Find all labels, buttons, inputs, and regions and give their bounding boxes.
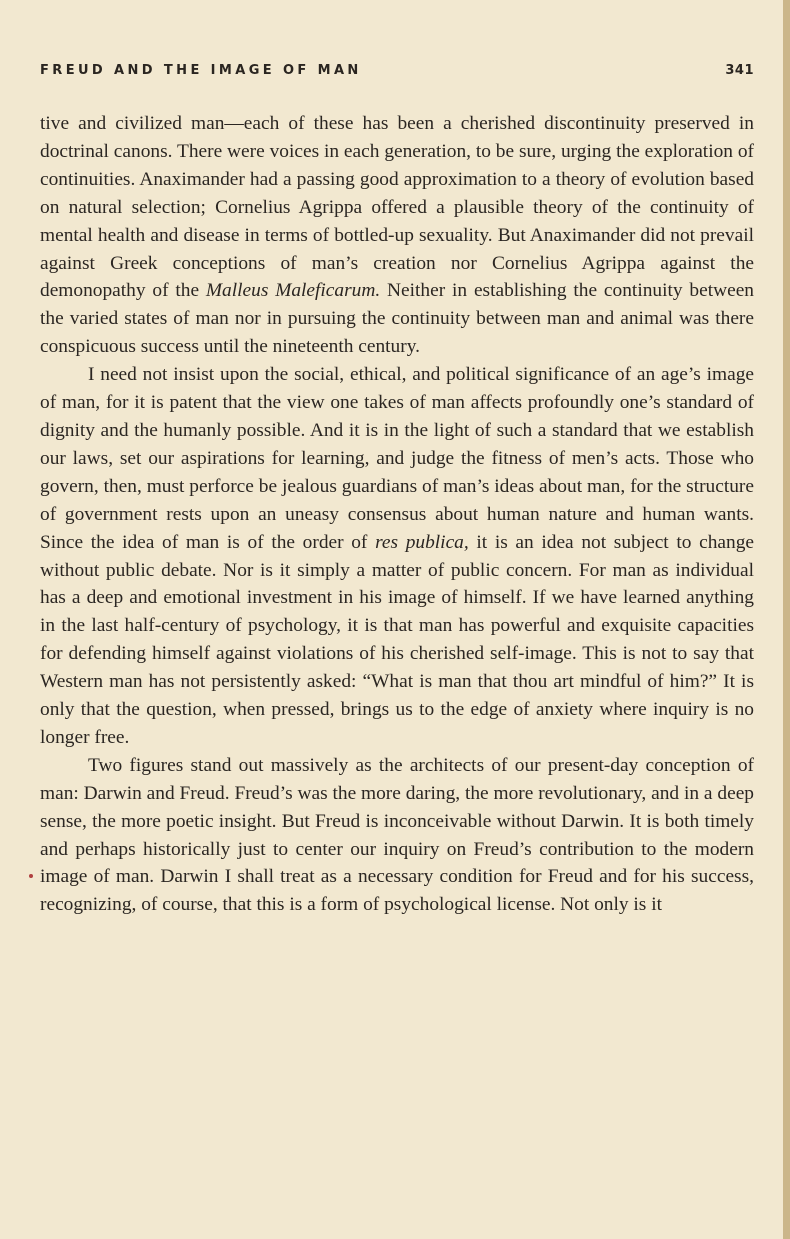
italic-title: Malleus Maleficarum.: [205, 280, 381, 302]
italic-phrase: res publica,: [375, 531, 469, 553]
paragraph: Two figures stand out massively as the architects of our present-day conception of man: Darwin and Freud. Freud’s was the more daring, the more revolutionary, and in a deep sense, the more poetic insight. But Freud is inconceivable without Darwin. It is both timely and perhaps historically just to center our inquiry on Freud’s contribution to the modern image of man. Darwin I shall treat as a necessary condition for Freud and for his success, recognizing, of course, that this is a form of psychological license. Not only is it: [40, 754, 754, 916]
running-header: [40, 63, 754, 78]
page-edge: [783, 0, 790, 1239]
margin-mark: [29, 874, 33, 878]
page-number: 341: [725, 63, 754, 78]
body-text: [40, 110, 754, 919]
paragraph: I need not insist upon the social, ethical, and political significance of an age’s image of man, for it is patent that the view one takes of man affects profoundly one’s standard of dignity and the humanly possible. And it is in the light of such a standard that we establish our laws, set our aspirations for learning, and judge the fitness of men’s acts. Those who govern, then, must perforce be jealous guardians of man’s ideas about man, for the structure of government rests upon an uneasy consensus about human nature and human wants. Since the idea of man is of the order of res publica, it is an idea not subject to change without public debate. Nor is it simply a matter of public concern. For man as individual has a deep and emotional investment in his image of himself. If we have learned anything in the last half-century of psychology, it is that man has powerful and exquisite capacities for defending himself against violations of his cherished self-image. This is not to say that Western man has not persistently asked: “What is man that thou art mindful of him?” It is only that the question, when pressed, brings us to the edge of anxiety where inquiry is no longer free.: [40, 364, 755, 748]
running-title: FREUD AND THE IMAGE OF MAN: [40, 63, 362, 78]
paragraph: tive and civilized man—each of these has been a cherished discontinuity preserved in doctrinal canons. There were voices in each generation, to be sure, urging the exploration of continuities. Anaximander had a passing good approximation to a theory of evolution based on natural selection; Cornelius Agrippa offered a plausible theory of the continuity of mental health and disease in terms of bottled-up sexuality. But Anaximander did not prevail against Greek conceptions of man’s creation nor Cornelius Agrippa against the demonopathy of the Malleus Maleficarum. Neither in establishing the continuity between the varied states of man nor in pursuing the continuity between man and animal was there conspicuous success until the nineteenth century.: [40, 113, 754, 358]
